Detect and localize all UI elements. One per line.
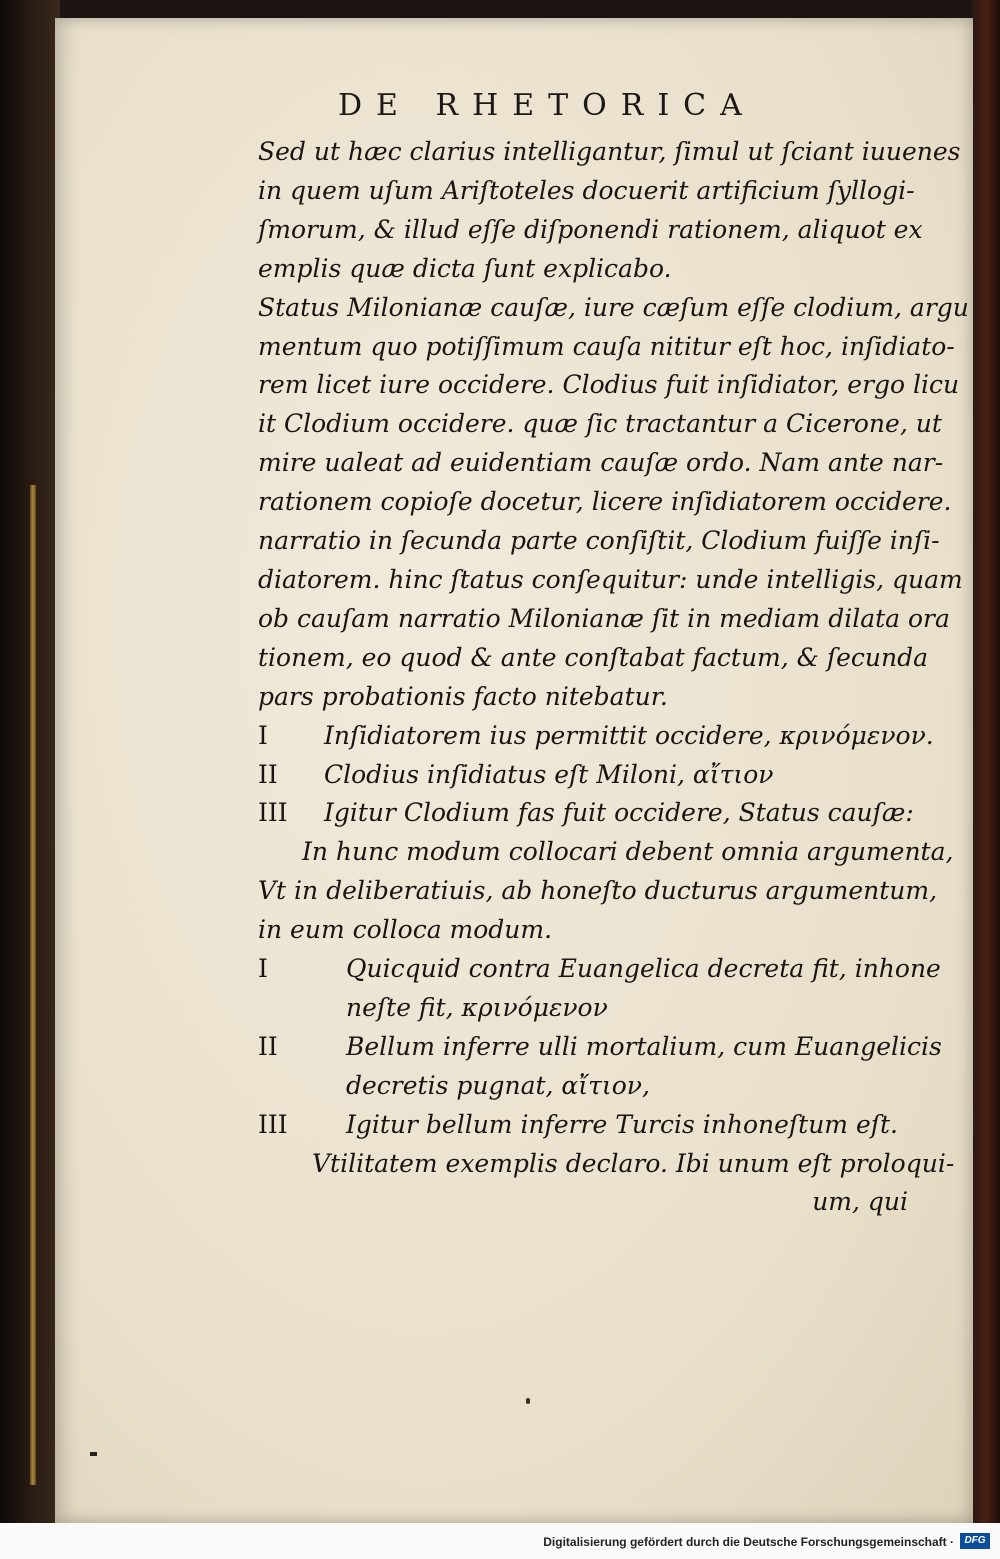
text-line: tionem, eo quod & ante conſtabat factum, & ſecunda [258,642,929,672]
text-line: ſmorum, & illud eſſe diſponendi rationem, aliquot ex [258,214,923,244]
text-line: rationem copioſe docetur, licere inſidiatorem occidere. [258,487,952,517]
text-line: Sed ut hæc clarius intelligantur, ſimul ut ſciant iuuenes [258,137,961,166]
ink-mark [90,1452,97,1456]
syllogism-line [258,794,914,833]
gilt-page-edge [30,485,36,1485]
catchword: um, qui [812,1187,908,1217]
dfg-logo: DFG [960,1533,990,1549]
text-line: diatorem. hinc ſtatus conſequitur: unde intelligis, quam [258,564,963,594]
text-line: pars probationis facto nitebatur. [258,681,668,711]
premise-continuation: neſte fit, κρινόμενον [346,992,608,1022]
text-line: Vt in deliberatiuis, ab honeſto ducturus argumentum, [258,876,938,906]
premise-continuation: decretis pugnat, αἴτιον, [346,1070,650,1100]
text-line: In hunc modum collocari debent omnia argumenta, [302,837,954,867]
premise-text: Inſidiatorem ius permittit occidere, κρινόμενον. [324,720,934,750]
premise-number: II [258,1031,278,1061]
text-line: Vtilitatem exemplis declaro. Ibi unum eſt proloqui- [312,1148,955,1178]
premise-text: Bellum inferre ulli mortalium, cum Euangelicis [346,1031,942,1061]
text-line: ob cauſam narratio Milonianæ ſit in mediam dilata ora [258,603,950,633]
book-binding-right [972,0,1000,1559]
text-line: rem licet iure occidere. Clodius fuit inſidiator, ergo licu [258,370,960,400]
syllogism-line [258,1106,908,1145]
premise-text: Clodius inſidiatus eſt Miloni, αἴτιον [324,759,774,789]
premise-number: II [258,759,278,789]
premise-number: I [258,954,268,984]
text-line: it Clodium occidere. quæ ſic tractantur a Cicerone, ut [258,409,942,439]
text-line: in eum colloca modum. [258,915,553,945]
syllogism-line [258,1028,942,1067]
text-line: emplis quæ dicta ſunt explicabo. [258,253,672,283]
text-line: mentum quo potiſſimum cauſa nititur eſt hoc, inſidiato- [258,331,955,361]
syllogism-line [258,717,934,756]
digitization-footer [0,1523,1000,1559]
text-line: narratio in ſecunda parte conſiſtit, Clodium fuiſſe inſi- [258,526,940,556]
syllogism-line [258,756,908,795]
text-line: mire ualeat ad euidentiam cauſæ ordo. Nam ante nar- [258,448,944,478]
funding-credit: Digitalisierung gefördert durch die Deutsche Forschungsgemeinschaft · [543,1535,954,1549]
ink-speck [526,1398,530,1404]
text-line: in quem uſum Ariſtoteles docuerit artificium ſyllogi- [258,175,915,205]
premise-text: Igitur Clodium fas fuit occidere, Status cauſæ: [324,798,914,828]
page-text [258,133,969,1222]
syllogism-line [258,950,941,989]
running-head: DE RHETORICA [338,88,756,123]
premise-number: III [258,798,288,828]
text-line: Status Milonianæ cauſæ, iure cæſum eſſe clodium, argu [258,292,969,322]
premise-text: Igitur bellum inferre Turcis inhoneſtum eſt. [346,1109,898,1139]
premise-number: III [258,1109,288,1139]
premise-number: I [258,720,268,750]
premise-text: Quicquid contra Euangelica decreta fit, inhone [346,954,941,984]
